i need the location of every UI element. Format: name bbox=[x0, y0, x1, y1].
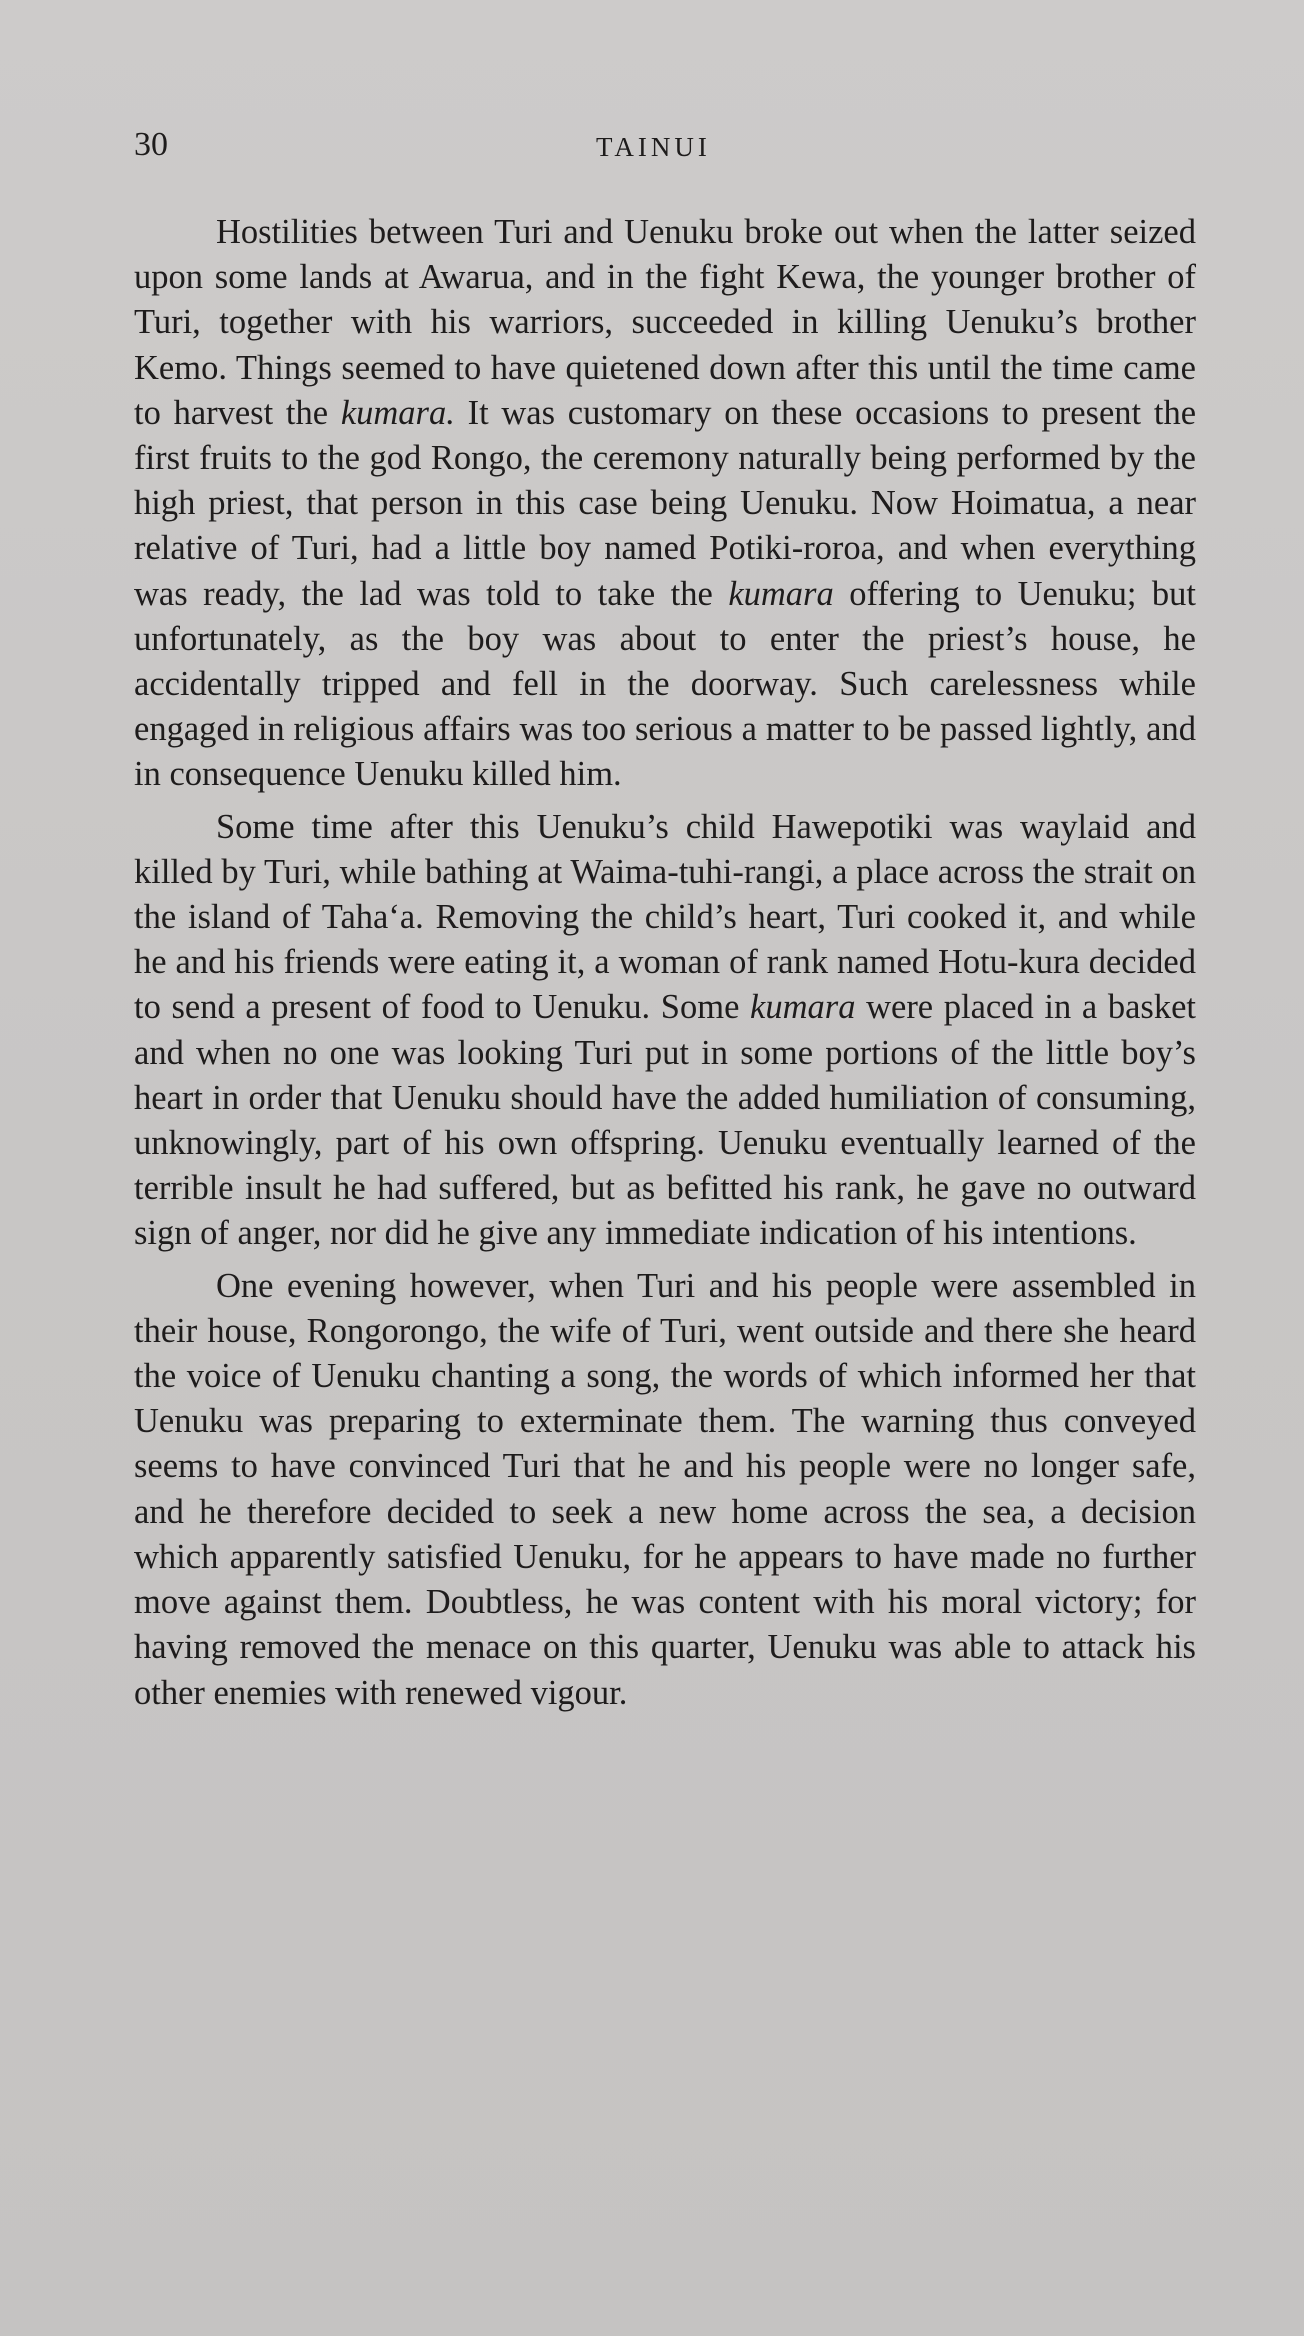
paragraph bbox=[134, 210, 1196, 798]
italic-term: kumara. bbox=[340, 393, 455, 432]
paragraph-text: It was customary on these occasions to present the first fruits to the god Rongo, the ceremony naturally being performed by the high priest, that person in this case being Uenuku. Now Hoimatua, a near relative of Turi, had a little boy named Potiki-roroa, and when everything was ready, the lad was told to take the bbox=[134, 393, 1197, 613]
paragraph-text: were placed in a basket and when no one was looking Turi put in some portions of the little boy’s heart in order that Uenuku should have the added humiliation of consuming, unknowingly, part of his own offspring. Uenuku eventually learned of the terrible insult he had suffered, but as befitted his rank, he gave no outward sign of anger, nor did he give any immediate indication of his intentions. bbox=[134, 988, 1196, 1253]
page-header bbox=[134, 126, 1194, 170]
paragraph bbox=[134, 1264, 1196, 1716]
italic-term: kumara bbox=[750, 988, 856, 1027]
italic-term: kumara bbox=[728, 574, 834, 613]
paragraph-text: One evening however, when Turi and his people were assembled in their house, Rongorongo, the wife of Turi, went outside and there she heard the voice of Uenuku chanting a song, the words of which informed her that Uenuku was preparing to exterminate them. The warning thus conveyed seems to have convinced Turi that he and his people were no longer safe, and he therefore decided to seek a new home across the sea, a decision which apparently satisfied Uenuku, for he appears to have made no further move against them. Doubtless, he was content with his moral victory; for having removed the menace on this quarter, Uenuku was able to attack his other enemies with renewed vigour. bbox=[134, 1266, 1196, 1712]
paragraph bbox=[134, 805, 1196, 1257]
paragraph-text: Hostilities between Turi and Uenuku broke out when the latter seized upon some lands at Awarua, and in the fight Kewa, the younger brother of Turi, together with his warriors, succeeded in killing Uenuku’s brother Kemo. Things seemed to have quietened down after this until the time came to harvest the bbox=[134, 213, 1196, 432]
page-number: 30 bbox=[134, 126, 168, 163]
paragraph-text: Some time after this Uenuku’s child Hawepotiki was waylaid and killed by Turi, while bathing at Waima-tuhi-rangi, a place across the strait on the island of Taha‘a. Removing the child’s heart, Turi cooked it, and while he and his friends were eating it, a woman of rank named Hotu-kura decided to send a present of food to Uenuku. Some bbox=[134, 807, 1196, 1027]
running-head: TAINUI bbox=[596, 132, 711, 162]
paragraph-text: offering to Uenuku; but unfortunately, as the boy was about to enter the priest’s house, he accidentally tripped and fell in the doorway. Such carelessness while engaged in religious affairs was too serious a matter to be passed lightly, and in consequence Uenuku killed him. bbox=[134, 574, 1197, 794]
body-text bbox=[134, 210, 1196, 1723]
